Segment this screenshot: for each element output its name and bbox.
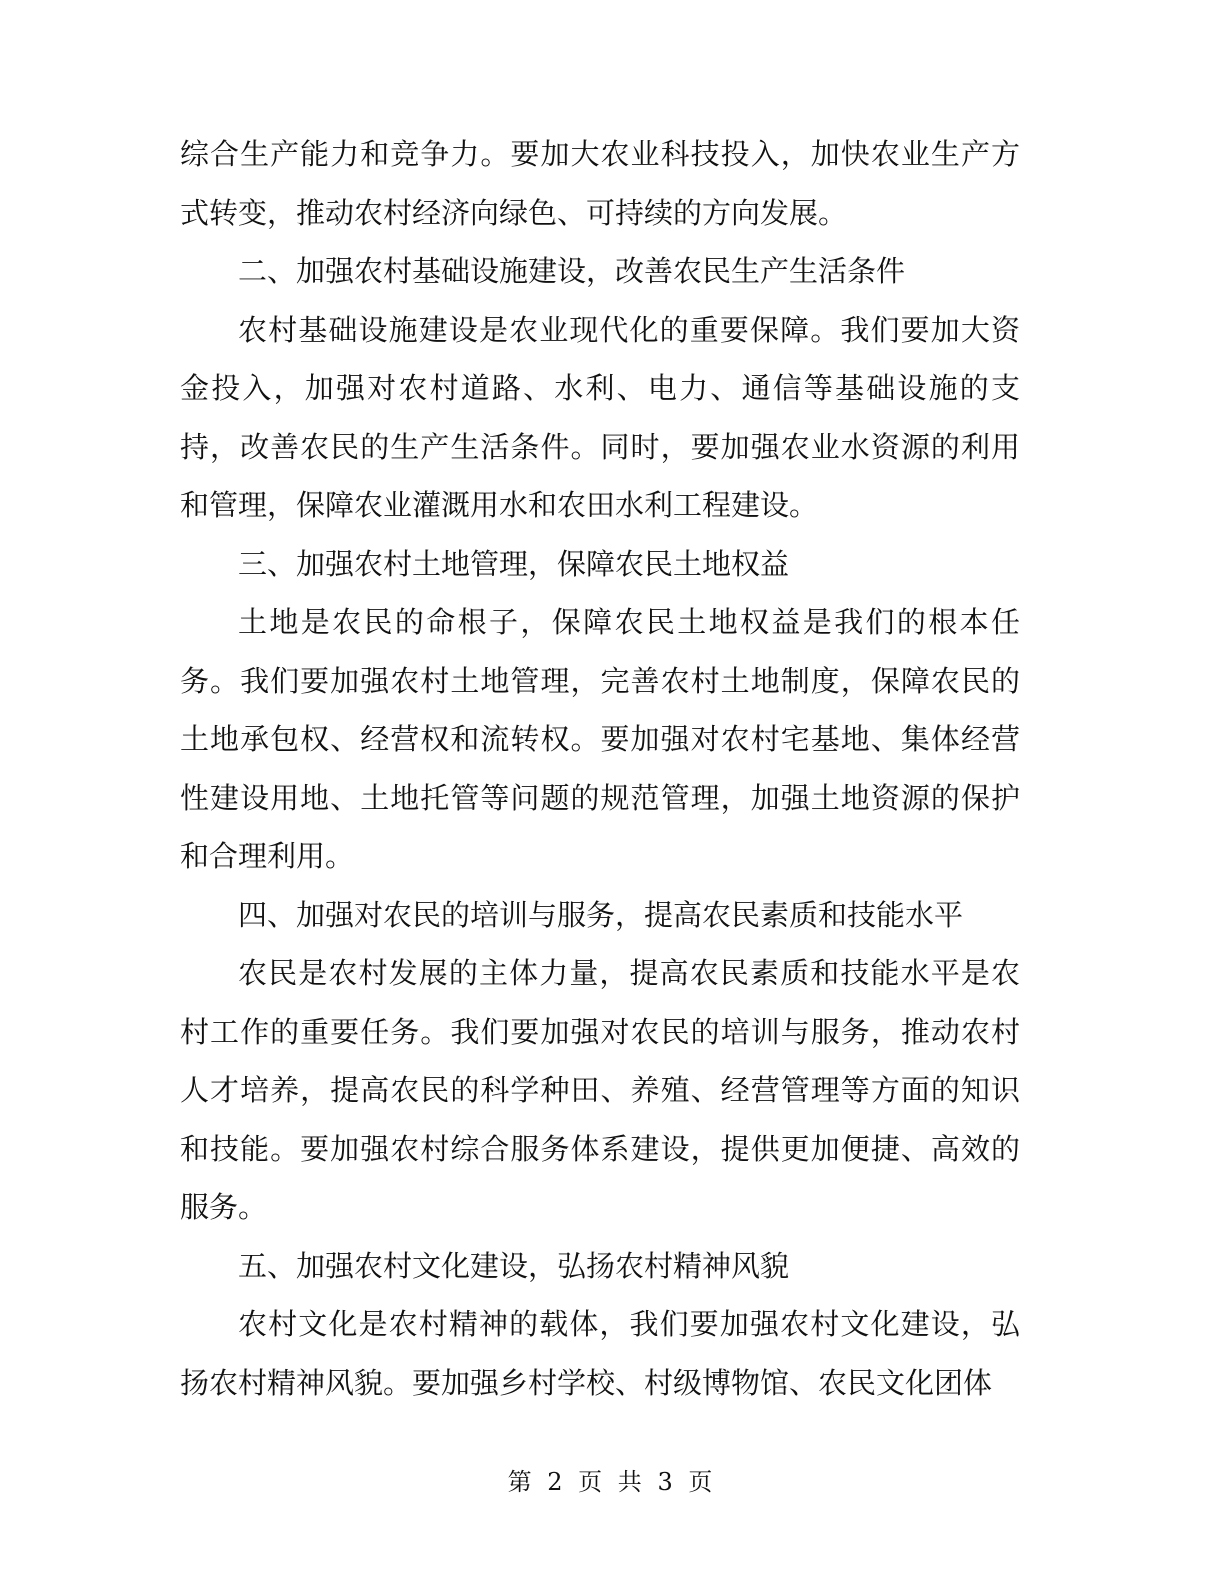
paragraph-rural-culture: 农村文化是农村精神的载体，我们要加强农村文化建设，弘扬农村精神风貌。要加强乡村学校、村级博物馆、农民文化团体: [180, 1307, 1020, 1400]
paragraph-continued: 综合生产能力和竞争力。要加大农业科技投入，加快农业生产方式转变，推动农村经济向绿色、可持续的方向发展。: [180, 137, 1020, 230]
paragraph-land-management: 土地是农民的命根子，保障农民土地权益是我们的根本任务。我们要加强农村土地管理，完善农村土地制度，保障农民的土地承包权、经营权和流转权。要加强对农村宅基地、集体经营性建设用地、土地托管等问题的规范管理，加强土地资源的保护和合理利用。: [180, 605, 1020, 873]
paragraph-infrastructure: 农村基础设施建设是农业现代化的重要保障。我们要加大资金投入，加强对农村道路、水利、电力、通信等基础设施的支持，改善农民的生产生活条件。同时，要加强农业水资源的利用和管理，保障农业灌溉用水和农田水利工程建设。: [180, 312, 1020, 522]
page-number-footer: 第 2 页 共 3 页: [507, 1468, 717, 1496]
section-heading-5: 五、加强农村文化建设，弘扬农村精神风貌: [238, 1248, 790, 1283]
paragraph-farmer-training: 农民是农村发展的主体力量，提高农民素质和技能水平是农村工作的重要任务。我们要加强对农民的培训与服务，推动农村人才培养，提高农民的科学种田、养殖、经营管理等方面的知识和技能。要加强农村综合服务体系建设，提供更加便捷、高效的服务。: [180, 956, 1020, 1224]
document-body: [180, 125, 1020, 1412]
section-heading-4: 四、加强对农民的培训与服务，提高农民素质和技能水平: [238, 897, 964, 932]
section-heading-3: 三、加强农村土地管理，保障农民土地权益: [238, 546, 790, 581]
section-heading-2: 二、加强农村基础设施建设，改善农民生产生活条件: [238, 254, 906, 288]
